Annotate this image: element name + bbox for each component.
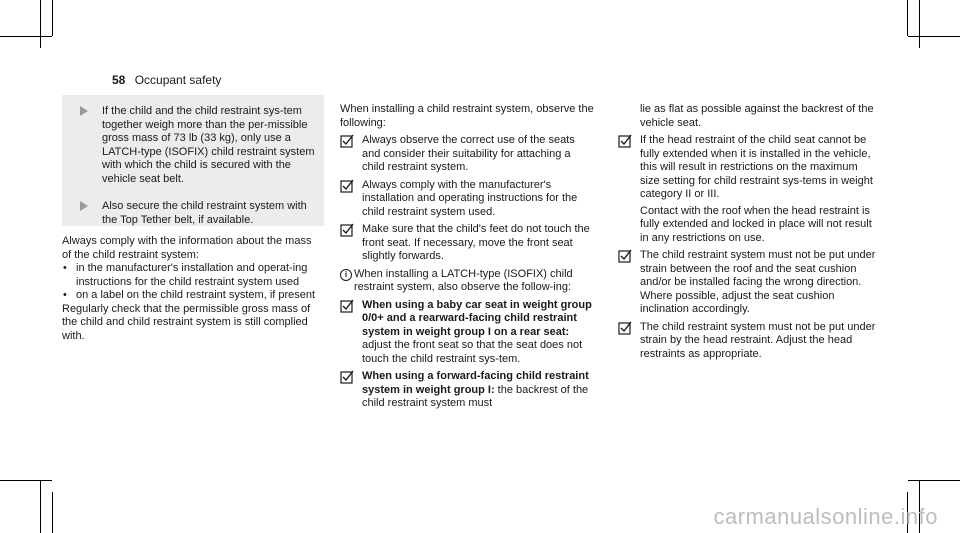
check-item [340,223,596,264]
page-number: 58 [112,73,126,87]
list-item-text: on a label on the child restraint system, if present [76,289,316,301]
crop-mark [40,0,41,48]
crop-mark [919,0,920,48]
check-item [618,134,880,245]
paragraph: When installing a child restraint system, observe the following: [340,103,594,129]
warning-text: If the child and the child restraint sys-tem together weigh more than the per-missible gross mass of 73 lb (33 kg), only use a LATCH-type (ISOFIX) child restraint system with which the child is secured with the vehicle seat belt. [102,105,315,185]
checkbox-icon [340,299,354,313]
warning-text: Also secure the child restraint system with the Top Tether belt, if available. [102,200,307,226]
check-extra-text: Contact with the roof when the head restraint is fully extended and locked in place will not result in any restrictions on use. [640,204,872,244]
column-1-body [62,235,320,343]
checkbox-icon [340,179,354,193]
list-item [62,289,320,303]
check-text: If the head restraint of the child seat cannot be fully extended when it is installed in the vehicle, this will result in restrictions on the maximum size setting for child restraint sys-tems in weight category II or III. [640,134,873,200]
crop-mark [52,492,53,533]
check-text: The child restraint system must not be put under strain between the roof and the seat cushion and/or be installed facing the wrong direction. Where possible, adjust the seat cushion inclination accordingly. [640,249,876,315]
paragraph: lie as flat as possible against the backrest of the vehicle seat. [640,103,874,129]
check-item [340,299,596,367]
checkbox-icon [340,370,354,384]
check-item [340,370,596,411]
list-item-text: in the manufacturer's installation and operat-ing instructions for the child restraint system used [76,262,308,288]
check-text [362,299,596,367]
info-note [340,268,596,295]
info-icon: i [340,269,352,281]
crop-mark [0,480,52,481]
paragraph: Always comply with the information about the mass of the child restraint system: [62,235,312,261]
check-bold-text: When using a forward-facing child restraint system in weight group I: [362,370,589,396]
bullet-icon: • [63,289,67,301]
check-text [362,370,596,411]
check-text-rest: the backrest of the child restraint system must [362,383,589,409]
watermark: carmanualsonline.info [713,504,938,529]
check-text: Always observe the correct use of the seats and consider their suitability for attaching a child restraint system. [362,134,575,173]
check-item [340,134,596,175]
column-2 [340,103,596,411]
crop-mark [0,36,52,37]
check-bold-text: When using a baby car seat in weight group 0/0+ and a rearward-facing child restraint system in weight group I on a rear seat: [362,298,592,338]
crop-mark [908,480,960,481]
warning-item [80,200,320,227]
list-item [62,262,320,289]
check-text: The child restraint system must not be put under strain by the head restraint. Adjust the head restraints as appropriate. [640,320,876,360]
checkbox-icon [618,249,632,263]
check-item [618,249,880,317]
checkbox-icon [340,223,354,237]
column-3 [618,103,880,361]
column-1 [80,105,320,227]
crop-mark [40,480,41,533]
paragraph: Regularly check that the permissible gross mass of the child and child restraint system is still complied with. [62,302,311,342]
check-text: Always comply with the manufacturer's installation and operating instructions for the child restraint system used. [362,178,578,218]
bullet-icon: • [63,262,67,274]
info-text: When installing a LATCH-type (ISOFIX) child restraint system, also observe the follow-ing: [354,267,573,293]
arrow-right-icon [80,201,88,211]
check-text: Make sure that the child's feet do not touch the front seat. If necessary, move the front seat slightly forwards. [362,223,590,262]
section-title: Occupant safety [134,73,222,87]
check-item [618,321,880,362]
warning-item [80,105,320,186]
checkbox-icon [340,134,354,148]
page-header [112,73,221,87]
check-item [340,179,596,220]
checkbox-icon [618,134,632,148]
arrow-right-icon [80,106,88,116]
crop-mark [52,0,53,36]
crop-mark [907,0,908,36]
check-text-rest: adjust the front seat so that the seat does not touch the child restraint sys-tem. [362,339,583,365]
checkbox-icon [618,321,632,335]
crop-mark [908,36,960,37]
